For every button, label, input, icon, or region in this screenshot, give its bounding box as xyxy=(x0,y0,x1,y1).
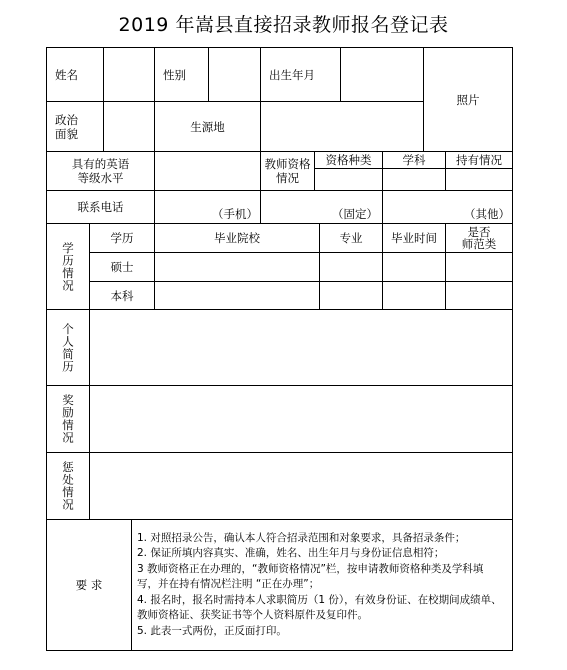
header-subject: 学科 xyxy=(383,152,446,169)
field-master-school[interactable] xyxy=(155,253,320,282)
requirement-item-2: 2. 保证所填内容真实、准确，姓名、出生年月与身份证信息相符； xyxy=(137,547,445,560)
field-master-normal[interactable] xyxy=(446,253,513,282)
field-cert-type[interactable] xyxy=(315,169,383,191)
label-gender: 性别 xyxy=(155,48,209,102)
label-name: 姓名 xyxy=(47,48,104,102)
header-degree: 学历 xyxy=(90,224,155,253)
header-holding: 持有情况 xyxy=(446,152,513,169)
field-mobile[interactable]: （手机） xyxy=(155,191,261,224)
field-bachelor-normal[interactable] xyxy=(446,282,513,310)
label-education: 学历情况 xyxy=(47,224,90,310)
registration-form-table xyxy=(46,47,513,651)
field-political[interactable] xyxy=(104,102,155,152)
field-holding[interactable] xyxy=(446,169,513,191)
label-teacher-cert: 教师资格 情况 xyxy=(261,152,315,191)
field-master-grad-time[interactable] xyxy=(383,253,446,282)
field-gender[interactable] xyxy=(209,48,261,102)
requirement-item-5: 5. 此表一式两份，正反面打印。 xyxy=(137,624,287,637)
label-penalty: 惩处情况 xyxy=(47,453,90,520)
field-subject[interactable] xyxy=(383,169,446,191)
field-awards[interactable] xyxy=(90,386,513,453)
field-birth[interactable] xyxy=(341,48,424,102)
field-resume[interactable] xyxy=(90,310,513,386)
label-resume: 个人简历 xyxy=(47,310,90,386)
header-school: 毕业院校 xyxy=(155,224,320,253)
photo-box: 照片 xyxy=(424,48,513,152)
header-grad-time: 毕业时间 xyxy=(383,224,446,253)
label-birth: 出生年月 xyxy=(261,48,341,102)
label-contact: 联系电话 xyxy=(47,191,155,224)
label-english-level: 具有的英语 等级水平 xyxy=(47,152,155,191)
field-fixed-phone[interactable]: （固定） xyxy=(261,191,383,224)
field-bachelor-school[interactable] xyxy=(155,282,320,310)
header-normal-school: 是否 师范类 xyxy=(446,224,513,253)
label-master: 硕士 xyxy=(90,253,155,282)
field-origin[interactable] xyxy=(261,102,424,152)
field-name[interactable] xyxy=(104,48,155,102)
field-bachelor-grad-time[interactable] xyxy=(383,282,446,310)
label-awards: 奖励情况 xyxy=(47,386,90,453)
label-bachelor: 本科 xyxy=(90,282,155,310)
label-political: 政治 面貌 xyxy=(47,102,104,152)
field-master-major[interactable] xyxy=(320,253,383,282)
requirement-item-4: 4. 报名时，报名时需持本人求职简历（1 份），有效身份证、在校期间成绩单、教师资格证、获奖证书等个人资料原件及复印件。 xyxy=(137,593,502,622)
field-other-phone[interactable]: （其他） xyxy=(383,191,513,224)
form-title: 2019 年嵩县直接招录教师报名登记表 xyxy=(118,14,449,36)
header-major: 专业 xyxy=(320,224,383,253)
field-english-level[interactable] xyxy=(155,152,261,191)
requirements-list xyxy=(132,520,513,651)
label-origin: 生源地 xyxy=(155,102,261,152)
requirement-item-1: 1. 对照招录公告，确认本人符合招录范围和对象要求，具备招录条件； xyxy=(137,531,466,544)
label-requirements: 要 求 xyxy=(47,520,132,651)
header-cert-type: 资格种类 xyxy=(315,152,383,169)
field-penalty[interactable] xyxy=(90,453,513,520)
field-bachelor-major[interactable] xyxy=(320,282,383,310)
requirement-item-3: 3 教师资格正在办理的，“教师资格情况”栏，按申请教师资格种类及学科填写，并在持有情况栏注明 “正在办理”； xyxy=(137,562,484,591)
